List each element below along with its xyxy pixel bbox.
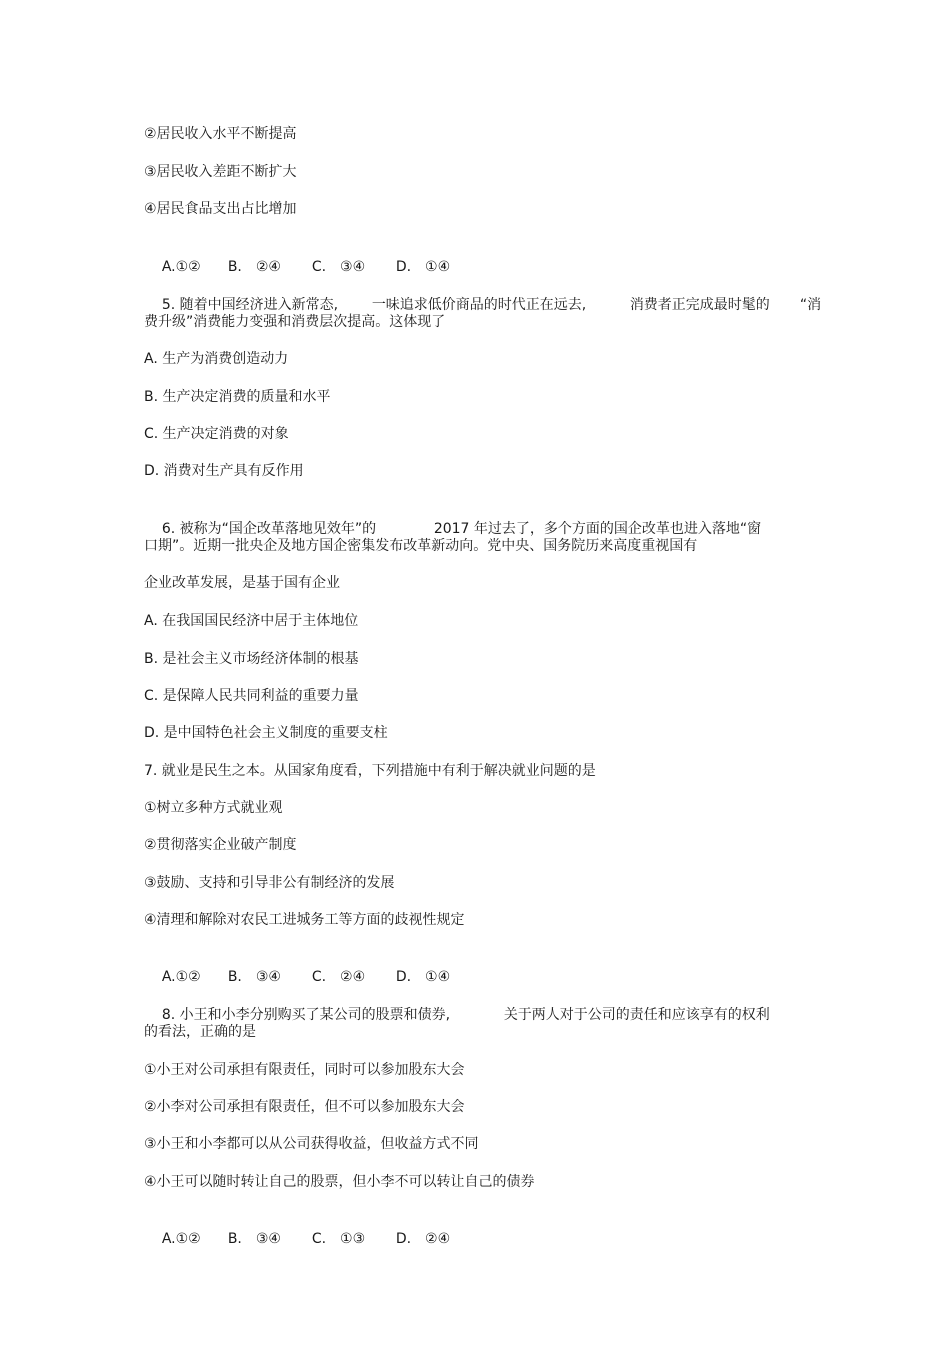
q8-stem-part-1: 8. 小王和小李分别购买了某公司的股票和债券, bbox=[161, 1007, 451, 1023]
q4-option-c: C. ③④ bbox=[311, 259, 366, 275]
q8-option-d: D. ②④ bbox=[395, 1231, 451, 1247]
q6-stem-part-2: 2017 年过去了，多个方面的国企改革也进入落地“窗 bbox=[433, 521, 762, 537]
q6-option-d: D. 是中国特色社会主义制度的重要支柱 bbox=[144, 725, 388, 741]
q7-option-b: B. ③④ bbox=[227, 969, 281, 985]
q4-statement-4: ④居民食品支出占比增加 bbox=[144, 201, 297, 217]
q8-statement-2: ②小李对公司承担有限责任，但不可以参加股东大会 bbox=[144, 1099, 465, 1115]
q8-statement-4: ④小王可以随时转让自己的股票，但小李不可以转让自己的债券 bbox=[144, 1174, 535, 1190]
q7-statement-4: ④清理和解除对农民工进城务工等方面的歧视性规定 bbox=[144, 912, 465, 928]
q5-stem-part-2: 一味追求低价商品的时代正在远去, bbox=[371, 297, 587, 313]
q7-option-d: D. ①④ bbox=[395, 969, 451, 985]
q5-option-d: D. 消费对生产具有反作用 bbox=[144, 463, 304, 479]
q6-option-c: C. 是保障人民共同利益的重要力量 bbox=[144, 688, 359, 704]
q5-stem-part-4: “消 bbox=[799, 297, 822, 313]
q4-option-a: A.①② bbox=[161, 259, 201, 275]
q7-statement-3: ③鼓励、支持和引导非公有制经济的发展 bbox=[144, 875, 395, 891]
q5-option-c: C. 生产决定消费的对象 bbox=[144, 426, 289, 442]
q8-answer-options bbox=[144, 1209, 456, 1269]
q5-stem-part-3: 消费者正完成最时髦的 bbox=[629, 297, 770, 313]
q4-statement-3: ③居民收入差距不断扩大 bbox=[144, 164, 297, 180]
q4-option-b: B. ②④ bbox=[227, 259, 281, 275]
q8-option-a: A.①② bbox=[161, 1231, 201, 1247]
q7-option-a: A.①② bbox=[161, 969, 201, 985]
q8-statement-1: ①小王对公司承担有限责任，同时可以参加股东大会 bbox=[144, 1062, 465, 1078]
q4-statement-2: ②居民收入水平不断提高 bbox=[144, 126, 297, 142]
q6-option-a: A. 在我国国民经济中居于主体地位 bbox=[144, 613, 359, 629]
q6-stem-part-1: 6. 被称为“国企改革落地见效年”的 bbox=[161, 521, 377, 537]
q7-stem: 7. 就业是民生之本。从国家角度看，下列措施中有利于解决就业问题的是 bbox=[144, 763, 596, 779]
q5-option-a: A. 生产为消费创造动力 bbox=[144, 351, 289, 367]
q5-stem-part-1: 5. 随着中国经济进入新常态, bbox=[161, 297, 339, 313]
q7-option-c: C. ②④ bbox=[311, 969, 366, 985]
q8-stem-line-2: 的看法，正确的是 bbox=[144, 1024, 256, 1040]
q5-stem-line-2: 费升级”消费能力变强和消费层次提高。这体现了 bbox=[144, 314, 446, 330]
q6-option-b: B. 是社会主义市场经济体制的根基 bbox=[144, 651, 359, 667]
q8-option-b: B. ③④ bbox=[227, 1231, 281, 1247]
q7-statement-2: ②贯彻落实企业破产制度 bbox=[144, 837, 297, 853]
q6-stem-line-2: 口期”。近期一批央企及地方国企密集发布改革新动向。党中央、国务院历来高度重视国有 bbox=[144, 538, 698, 554]
q4-option-d: D. ①④ bbox=[395, 259, 451, 275]
q5-option-b: B. 生产决定消费的质量和水平 bbox=[144, 389, 331, 405]
q8-option-c: C. ①③ bbox=[311, 1231, 366, 1247]
q7-statement-1: ①树立多种方式就业观 bbox=[144, 800, 283, 816]
q8-stem-part-2: 关于两人对于公司的责任和应该享有的权利 bbox=[503, 1007, 770, 1023]
q8-statement-3: ③小王和小李都可以从公司获得收益，但收益方式不同 bbox=[144, 1136, 479, 1152]
q6-stem-line-3: 企业改革发展，是基于国有企业 bbox=[144, 575, 340, 591]
